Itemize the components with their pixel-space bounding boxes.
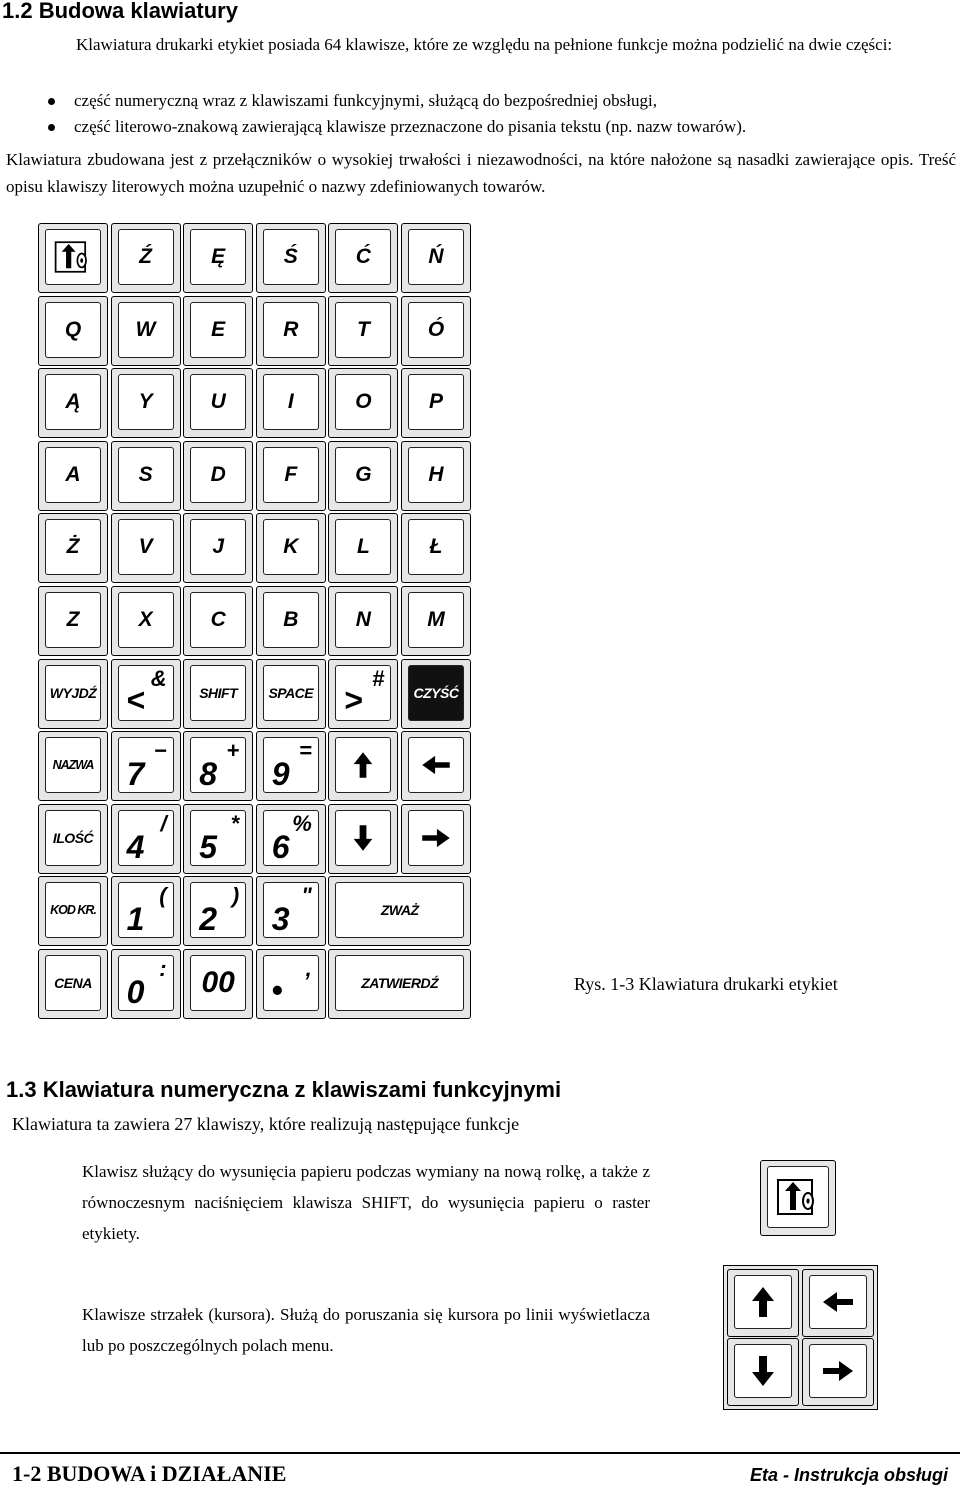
key-face bbox=[118, 737, 174, 793]
key-letter bbox=[111, 296, 181, 366]
quantity-key bbox=[38, 804, 108, 874]
key-secondary-char: ) bbox=[231, 883, 240, 909]
footer-right: Eta - Instrukcja obsługi bbox=[749, 1465, 948, 1485]
key-face bbox=[335, 519, 391, 575]
key-letter bbox=[401, 513, 471, 583]
key-face bbox=[190, 302, 246, 358]
key-label: G bbox=[355, 462, 372, 486]
arrow-up-icon bbox=[735, 1276, 791, 1328]
paper-feed-icon bbox=[46, 230, 100, 284]
key-face bbox=[118, 810, 174, 866]
key-main-char: 7 bbox=[126, 756, 145, 793]
clear-key bbox=[401, 659, 471, 729]
key-face bbox=[263, 302, 319, 358]
key-label: R bbox=[283, 317, 299, 341]
figure-caption: Rys. 1-3 Klawiatura drukarki etykiet bbox=[574, 974, 838, 994]
key-face bbox=[118, 882, 174, 938]
section-title: 1.2 Budowa klawiatury bbox=[2, 0, 238, 23]
key-label: B bbox=[283, 608, 299, 631]
key-label: CZYŚĆ bbox=[413, 684, 459, 701]
key-face bbox=[408, 447, 464, 503]
key-face bbox=[45, 810, 101, 866]
key-face bbox=[335, 665, 391, 721]
key-face bbox=[118, 374, 174, 430]
digit-5-key bbox=[183, 804, 253, 874]
name-key bbox=[38, 731, 108, 801]
key-letter bbox=[38, 296, 108, 366]
key-label: W bbox=[135, 317, 156, 341]
paper-feed-key-example bbox=[760, 1160, 836, 1236]
key-face bbox=[45, 519, 101, 575]
key-face bbox=[335, 955, 464, 1011]
keyboard-figure bbox=[38, 223, 476, 1029]
key-face bbox=[263, 374, 319, 430]
digit-4-key bbox=[111, 804, 181, 874]
key-label: Ń bbox=[428, 245, 444, 268]
key-face bbox=[45, 374, 101, 430]
arrow-right-icon bbox=[409, 811, 463, 865]
key-face bbox=[335, 447, 391, 503]
key-face bbox=[408, 737, 464, 793]
key-label: 00 bbox=[201, 966, 235, 999]
key-label: N bbox=[355, 608, 371, 631]
key-face bbox=[118, 955, 174, 1011]
key-face bbox=[118, 229, 174, 285]
arrow-down-key bbox=[328, 804, 398, 874]
section-title-numeric-keyboard: 1.3 Klawiatura numeryczna z klawiszami funkcyjnymi bbox=[6, 1077, 562, 1102]
key-label: P bbox=[428, 390, 443, 414]
digit-7-key bbox=[111, 731, 181, 801]
key-letter bbox=[38, 441, 108, 511]
key-main-char: 9 bbox=[271, 756, 290, 793]
key-face bbox=[263, 592, 319, 648]
key-letter bbox=[401, 223, 471, 293]
key-letter bbox=[256, 513, 326, 583]
arrow-up-icon bbox=[336, 738, 390, 792]
arrow-down-key bbox=[727, 1338, 799, 1406]
list-item bbox=[42, 88, 746, 114]
feed-key-description: Klawisz służący do wysunięcia papieru podczas wymiany na nową rolkę, a także z równoczesnym naciśnięciem klawisza SHIFT, do wysunięcia papieru o raster etykiety. bbox=[82, 1162, 650, 1243]
key-letter bbox=[111, 368, 181, 438]
key-letter bbox=[183, 441, 253, 511]
digit-6-key bbox=[256, 804, 326, 874]
key-secondary-char: " bbox=[301, 883, 312, 909]
key-label: F bbox=[284, 462, 298, 486]
key-face bbox=[408, 374, 464, 430]
key-face bbox=[190, 374, 246, 430]
key-label: KOD KR. bbox=[50, 903, 96, 918]
key-letter bbox=[38, 513, 108, 583]
key-label: O bbox=[355, 390, 372, 414]
key-letter bbox=[328, 296, 398, 366]
key-letter bbox=[328, 441, 398, 511]
key-letter bbox=[183, 368, 253, 438]
key-label: Ł bbox=[429, 535, 443, 559]
weigh-key bbox=[328, 876, 471, 946]
double-zero-key bbox=[183, 949, 253, 1019]
key-secondary-char: + bbox=[226, 738, 240, 764]
arrow-left-key bbox=[401, 731, 471, 801]
key-letter bbox=[38, 368, 108, 438]
key-main-char: 6 bbox=[271, 828, 290, 865]
bullet-icon bbox=[48, 98, 55, 105]
key-label: Ę bbox=[211, 245, 226, 268]
key-face bbox=[335, 592, 391, 648]
key-face bbox=[118, 302, 174, 358]
key-letter bbox=[328, 586, 398, 656]
key-label: V bbox=[138, 535, 153, 559]
key-label: ZATWIERDŹ bbox=[361, 975, 439, 991]
key-letter bbox=[111, 586, 181, 656]
key-label: Q bbox=[64, 317, 82, 341]
key-face bbox=[118, 665, 174, 721]
key-letter bbox=[401, 441, 471, 511]
key-letter bbox=[256, 296, 326, 366]
key-face bbox=[118, 447, 174, 503]
key-letter bbox=[183, 296, 253, 366]
key-face bbox=[190, 229, 246, 285]
key-label: E bbox=[211, 317, 226, 341]
key-main-char: • bbox=[271, 972, 283, 1008]
key-label: ILOŚĆ bbox=[52, 829, 94, 846]
key-face bbox=[190, 665, 246, 721]
key-face bbox=[45, 447, 101, 503]
bullet-list bbox=[42, 88, 746, 140]
key-label: L bbox=[356, 535, 370, 559]
footer-left: 1-2 BUDOWA i DZIAŁANIE bbox=[12, 1461, 287, 1486]
key-secondary-char: ( bbox=[159, 883, 167, 909]
key-face bbox=[335, 302, 391, 358]
greater-than-key bbox=[328, 659, 398, 729]
key-face bbox=[190, 592, 246, 648]
key-letter bbox=[401, 368, 471, 438]
key-letter bbox=[401, 296, 471, 366]
arrow-right-key bbox=[802, 1338, 874, 1406]
key-face bbox=[335, 810, 391, 866]
arrow-left-key bbox=[802, 1269, 874, 1337]
key-main-char: < bbox=[126, 681, 146, 718]
key-letter bbox=[38, 586, 108, 656]
key-face bbox=[190, 737, 246, 793]
key-letter bbox=[256, 441, 326, 511]
key-face bbox=[45, 665, 101, 721]
key-face bbox=[263, 229, 319, 285]
key-label: A bbox=[65, 462, 81, 486]
key-main-char: 1 bbox=[126, 901, 145, 938]
key-label: Ź bbox=[139, 245, 152, 268]
key-face bbox=[190, 955, 246, 1011]
key-label: M bbox=[427, 608, 445, 631]
key-label: Ś bbox=[283, 245, 298, 268]
key-letter bbox=[256, 368, 326, 438]
key-label: D bbox=[210, 462, 226, 486]
list-item-text: część numeryczną wraz z klawiszami funkcyjnymi, służącą do bezpośredniej obsługi, bbox=[74, 91, 657, 110]
description-paragraph: Klawiatura zbudowana jest z przełączników o wysokiej trwałości i niezawodności, na które nałożone są nasadki zawierające opis. Treść opisu klawiszy literowych można uzupełnić o nazwy zdefiniowanych towarów. bbox=[6, 150, 956, 196]
key-secondary-char: * bbox=[230, 810, 240, 836]
key-face bbox=[190, 810, 246, 866]
arrow-left-icon bbox=[810, 1276, 866, 1328]
key-label: WYJDŹ bbox=[49, 684, 97, 701]
list-item bbox=[42, 114, 746, 140]
key-letter bbox=[183, 513, 253, 583]
key-secondary-char: = bbox=[298, 738, 312, 764]
key-face bbox=[335, 229, 391, 285]
arrow-keys-example bbox=[723, 1265, 878, 1410]
decimal-point-key bbox=[256, 949, 326, 1019]
key-main-char: 5 bbox=[199, 828, 217, 865]
section-subtitle: Klawiatura ta zawiera 27 klawiszy, które realizują następujące funkcje bbox=[12, 1114, 520, 1134]
key-face bbox=[45, 592, 101, 648]
key-letter bbox=[111, 513, 181, 583]
arrow-up-key bbox=[328, 731, 398, 801]
key-letter bbox=[183, 223, 253, 293]
key-label: X bbox=[138, 608, 153, 631]
exit-key bbox=[38, 659, 108, 729]
key-letter bbox=[111, 441, 181, 511]
list-item-text: część literowo-znakową zawierającą klawisze przeznaczone do pisania tekstu (np. nazw towarów). bbox=[74, 117, 747, 136]
key-label: Ć bbox=[355, 245, 371, 268]
confirm-key bbox=[328, 949, 471, 1019]
footer-rule bbox=[0, 1452, 960, 1454]
key-main-char: 2 bbox=[199, 901, 217, 938]
key-label: U bbox=[210, 390, 226, 414]
key-label: Ó bbox=[427, 317, 445, 341]
arrow-up-key bbox=[727, 1269, 799, 1337]
key-face bbox=[263, 882, 319, 938]
key-label: I bbox=[287, 390, 294, 414]
key-face bbox=[263, 810, 319, 866]
key-label: H bbox=[428, 462, 444, 486]
key-letter bbox=[256, 586, 326, 656]
arrow-right-key bbox=[401, 804, 471, 874]
key-face bbox=[45, 302, 101, 358]
key-label: ZWAŻ bbox=[380, 902, 419, 919]
key-face bbox=[45, 882, 101, 938]
key-secondary-char: , bbox=[305, 956, 312, 981]
paper-feed-key bbox=[760, 1160, 836, 1236]
key-label: Y bbox=[138, 390, 153, 414]
key-secondary-char: − bbox=[153, 738, 167, 764]
key-face bbox=[408, 665, 464, 721]
key-secondary-char: : bbox=[159, 956, 167, 981]
key-secondary-char: / bbox=[160, 810, 167, 836]
digit-1-key bbox=[111, 876, 181, 946]
key-face bbox=[45, 229, 101, 285]
digit-2-key bbox=[183, 876, 253, 946]
key-label: J bbox=[212, 535, 225, 559]
key-face bbox=[118, 592, 174, 648]
key-main-char: 0 bbox=[126, 974, 145, 1010]
key-label: K bbox=[283, 535, 299, 559]
arrow-left-icon bbox=[409, 738, 463, 792]
intro-paragraph: Klawiatura drukarki etykiet posiada 64 klawisze, które ze względu na pełnione funkcje można podzielić na dwie części: bbox=[76, 35, 893, 54]
key-face bbox=[263, 737, 319, 793]
key-label: Ż bbox=[66, 535, 80, 559]
key-face bbox=[190, 882, 246, 938]
less-than-key bbox=[111, 659, 181, 729]
key-secondary-char: & bbox=[150, 665, 167, 691]
digit-8-key bbox=[183, 731, 253, 801]
key-letter bbox=[328, 368, 398, 438]
digit-0-key bbox=[111, 949, 181, 1019]
key-face bbox=[408, 302, 464, 358]
key-label: S bbox=[138, 462, 153, 486]
key-label: SHIFT bbox=[199, 684, 238, 701]
key-face bbox=[118, 519, 174, 575]
key-label: T bbox=[356, 317, 370, 341]
key-letter bbox=[328, 223, 398, 293]
key-main-char: > bbox=[344, 681, 364, 718]
digit-9-key bbox=[256, 731, 326, 801]
paper-feed-key bbox=[38, 223, 108, 293]
key-face bbox=[263, 447, 319, 503]
key-main-char: 3 bbox=[271, 901, 290, 938]
key-secondary-char: # bbox=[372, 665, 385, 691]
key-letter bbox=[328, 513, 398, 583]
arrow-down-icon bbox=[336, 811, 390, 865]
key-face bbox=[335, 882, 464, 938]
key-face bbox=[408, 519, 464, 575]
key-face bbox=[408, 592, 464, 648]
key-face bbox=[408, 229, 464, 285]
key-face bbox=[45, 955, 101, 1011]
arrow-down-icon bbox=[735, 1345, 791, 1397]
key-label: CENA bbox=[54, 975, 92, 991]
bullet-icon bbox=[48, 124, 55, 131]
key-label: Z bbox=[66, 608, 80, 631]
key-face bbox=[45, 737, 101, 793]
paper-feed-icon bbox=[768, 1167, 828, 1227]
key-face bbox=[263, 519, 319, 575]
key-label: NAZWA bbox=[52, 758, 94, 773]
key-letter bbox=[401, 586, 471, 656]
key-face bbox=[263, 955, 319, 1011]
digit-3-key bbox=[256, 876, 326, 946]
arrow-right-icon bbox=[810, 1345, 866, 1397]
key-letter bbox=[183, 586, 253, 656]
space-key bbox=[256, 659, 326, 729]
key-face bbox=[335, 374, 391, 430]
key-label: SPACE bbox=[268, 684, 314, 701]
key-secondary-char: % bbox=[292, 810, 312, 836]
key-label: Ą bbox=[65, 390, 81, 414]
price-key bbox=[38, 949, 108, 1019]
key-letter bbox=[256, 223, 326, 293]
key-face bbox=[335, 737, 391, 793]
key-face bbox=[408, 810, 464, 866]
key-face bbox=[263, 665, 319, 721]
shift-key bbox=[183, 659, 253, 729]
key-face bbox=[190, 519, 246, 575]
barcode-key bbox=[38, 876, 108, 946]
key-main-char: 4 bbox=[126, 828, 145, 865]
key-letter bbox=[111, 223, 181, 293]
key-face bbox=[190, 447, 246, 503]
arrow-keys-description: Klawisze strzałek (kursora). Służą do poruszania się kursora po linii wyświetlacza lub po poszczególnych polach menu. bbox=[82, 1305, 650, 1355]
key-label: C bbox=[210, 608, 226, 631]
key-main-char: 8 bbox=[199, 756, 217, 793]
